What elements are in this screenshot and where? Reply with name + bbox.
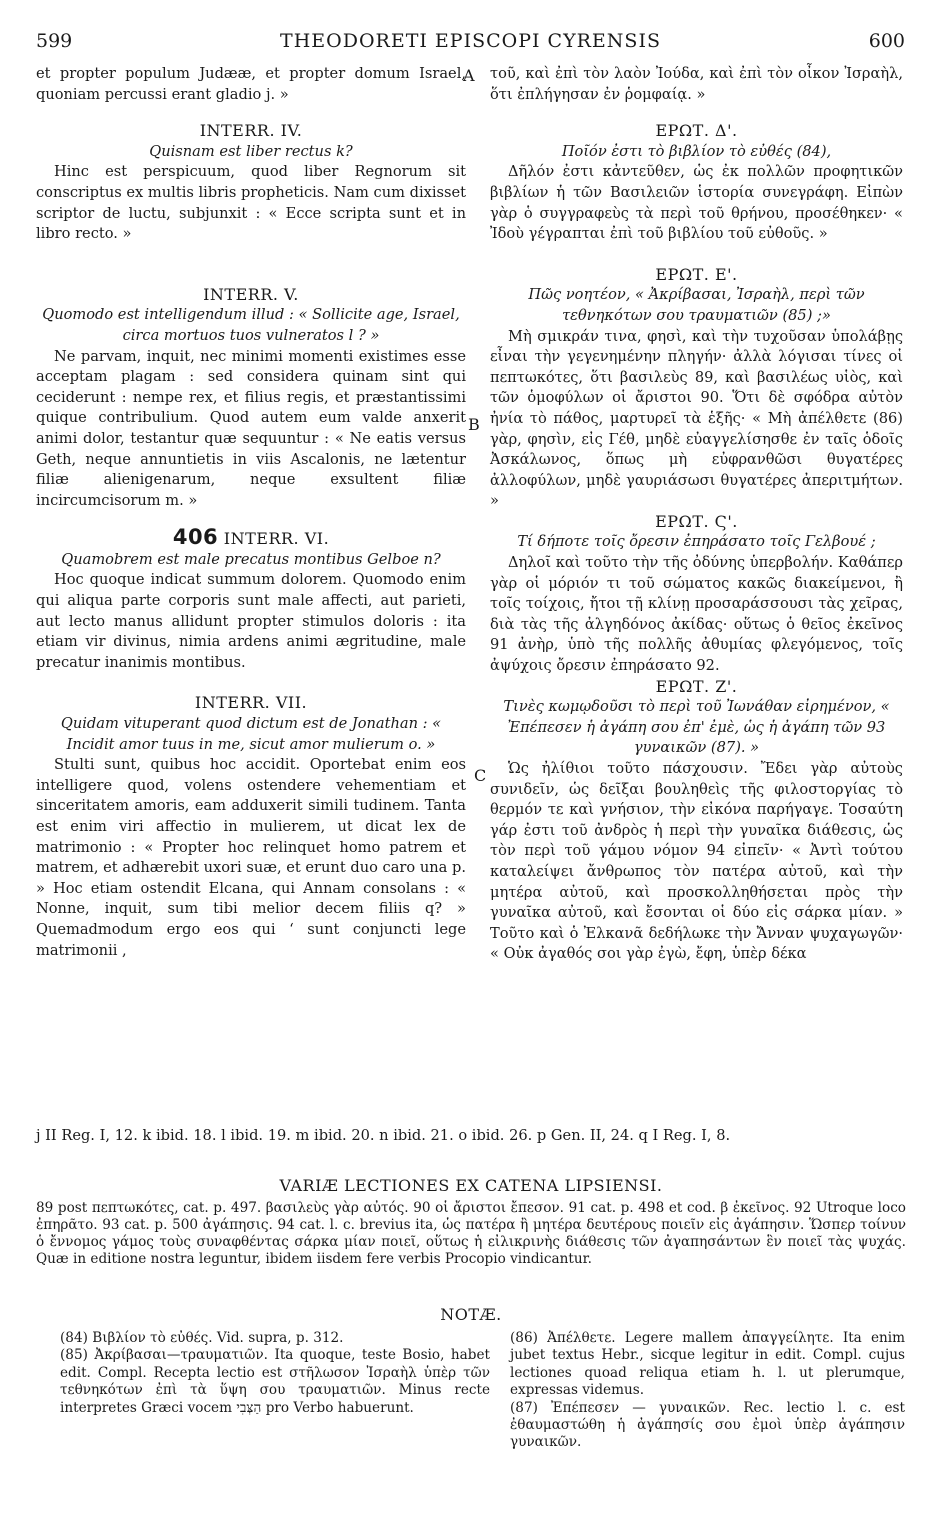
latin-column bbox=[36, 64, 466, 961]
greek-question: Ποῖόν ἐστι τὸ βιβλίον τὸ εὐθές (84), bbox=[561, 142, 832, 160]
latin-question: Quisnam est liber rectus k? bbox=[149, 142, 353, 160]
greek-question: Τί δήποτε τοῖς ὄρεσιν ἐπηράσατο τοῖς Γελβουέ ; bbox=[517, 533, 876, 551]
note: (86) Ἀπέλθετε. Legere mallem ἀπαγγείλητε. Ita enim jubet textus Hebr., sicque legitur in edit. Compl. cujus lectiones quoad reliqua etiam h. l. ut plerumque, expressas videmus. bbox=[510, 1330, 905, 1399]
variae-text: 89 post πεπτωκότες, cat. p. 497. βασιλεὺς γὰρ αὐτός. 90 οἱ ἄριστοι ἔπεσον. 91 cat. p. 498 et cod. β ἐκεῖνος. 92 Utroque loco ἐπηρᾶτο. 93 cat. p. 500 ἀγάπησις. 94 cat. l. c. brevius ita, ὡς πατέρα ἢ μητέρα δευτέρους ποιεῖν εἰς ἀγάπησιν. Ὥσπερ τοίνυν ὁ ἔννομος γάμος τοὺς συναφθέντας σάρκα μίαν ποιεῖ, οὕτως ἡ εἰλικρινὴς διάθεσις τῶν ἀγαπησάντων ἓν ποιεῖ τὰς ψυχάς. Quæ in editione nostra leguntur, ibidem iisdem fere verbis Procopio vindicantur. bbox=[36, 1200, 906, 1267]
greek-question: Πῶς νοητέον, « Ἀκρίβασαι, Ἰσραὴλ, περὶ τῶν τεθνηκότων σου τραυματιῶν (85) ;» bbox=[528, 286, 865, 324]
greek-heading: ΕΡΩΤ. Ε'. bbox=[655, 264, 738, 284]
margin-mark-c: C bbox=[474, 766, 487, 785]
note: (87) Ἐπέπεσεν — γυναικῶν. Rec. lectio l. c. est ἐθαυμαστώθη ἡ ἀγάπησίς σου ἐμοὶ ὑπὲρ ἀγάπησιν γυναικῶν. bbox=[510, 1399, 905, 1451]
greek-question: Τινὲς κωμῳδοῦσι τὸ περὶ τοῦ Ἰωνάθαν εἰρημένον, « Ἐπέπεσεν ἡ ἀγάπη σου ἐπ' ἐμὲ, ὡς ἡ ἀγάπη τῶν 93 γυναικῶν (87). » bbox=[503, 698, 890, 757]
greek-text: τοῦ, καὶ ἐπὶ τὸν λαὸν Ἰούδα, καὶ ἐπὶ τὸν οἶκον Ἰσραὴλ, ὅτι ἐπλήγησαν ἐν ῥομφαίᾳ. » bbox=[490, 65, 903, 103]
notes-right-column bbox=[510, 1330, 905, 1452]
note: (85) Ἀκρίβασαι—τραυματιῶν. Ita quoque, teste Bosio, habet edit. Compl. Recepta lectio est στῆλωσον Ἰσραὴλ ὑπὲρ τῶν τεθνηκότων ἐπὶ τὰ ὕψη σου τραυματιῶν. Minus recte interpretes Græci vocem הַצְּבִי pro Verbo habuerunt. bbox=[60, 1347, 490, 1416]
running-header bbox=[36, 30, 905, 60]
latin-text: Ne parvam, inquit, nec minimi momenti existimes esse acceptam plagam : sed considera quinam sint qui ceciderunt : nempe rex, et filius regis, et præstantissimi quique contribulium. Quod autem eum valde anxerit animi dolor, testantur quæ sequuntur : « Ne eatis versus Geth, neque annuntietis in viis Ascalonis, ne lætentur filiæ alienigenarum, neque exsultent filiæ incircumcisorum m. » bbox=[36, 347, 466, 509]
latin-heading-406 bbox=[36, 527, 466, 550]
variae-heading: VARIÆ LECTIONES EX CATENA LIPSIENSI. bbox=[279, 1176, 663, 1195]
greek-heading: ΕΡΩΤ. Ϛ'. bbox=[655, 511, 738, 531]
greek-column bbox=[490, 64, 903, 965]
greek-text: Ὡς ἠλίθιοι τοῦτο πάσχουσιν. Ἔδει γὰρ αὐτοὺς συνιδεῖν, ὡς δεῖξαι βουληθεὶς τῆς φιλοστοργίας τὸ θερμόν τε καὶ γνήσιον, τὴν εἰκόνα παρήγαγε. Τοσαύτη γάρ ἐστι τοῦ ἀνδρὸς ἡ περὶ τὴν γυναῖκα διάθεσις, ὡς τὸν περὶ τοῦ γάμου νόμον 94 εἰπεῖν· « Ἀντὶ τούτου καταλείψει ἄνθρωπος τὸν πατέρα αὐτοῦ, καὶ τὴν μητέρα αὐτοῦ, καὶ προσκολληθήσεται πρὸς τὴν γυναῖκα αὐτοῦ, καὶ ἔσονται οἱ δύο εἰς σάρκα μίαν. » Τοῦτο καὶ ὁ Ἐλκανᾶ δεδήλωκε τὴν Ἄνναν ψυχαγωγῶν· « Οὐκ ἀγαθός σοι γὰρ ἐγὼ, ἔφη, ὑπὲρ δέκα bbox=[490, 760, 903, 963]
latin-text: Hoc quoque indicat summum dolorem. Quomodo enim qui aliqua parte corporis sunt male affecti, aut parieti, aut lecto manus allidunt propter stimulos doloris : ita etiam vir divinus, nimia ardens animi ægritudine, male precatur inanimis montibus. bbox=[36, 571, 466, 671]
latin-heading: INTERR. IV. bbox=[199, 121, 303, 141]
left-page-number: 599 bbox=[36, 30, 73, 52]
margin-mark-a: A bbox=[463, 66, 475, 85]
margin-mark-b: B bbox=[468, 415, 480, 434]
note: (84) Βιβλίον τὸ εὐθές. Vid. supra, p. 312. bbox=[60, 1330, 344, 1346]
latin-heading: INTERR. VII. bbox=[194, 693, 308, 713]
greek-text: Μὴ σμικράν τινα, φησὶ, καὶ τὴν τυχοῦσαν ὑπολάβῃς εἶναι τὴν γεγενημένην πληγήν· ἀλλὰ λόγισαι τίνες οἱ πεπτωκότες, ὅτι βασιλεὺς 89, καὶ βασιλέως υἱὸς, καὶ τῶν ὁμοφύλων οἱ ἄριστοι 90. Ὅτι δὲ σφόδρα αὐτὸν ἠνία τὸ πάθος, μαρτυρεῖ τὰ ἑξῆς· « Μὴ ἀπέλθετε (86) γὰρ, φησὶν, εἰς Γέθ, μηδὲ εὐαγγελίσησθε ἐν ταῖς ὁδοῖς Ἀσκάλωνος, ὅπως μὴ εὐφρανθῶσι θυγατέρες ἀλλοφύλων, μηδὲ γαυριάσωσι θυγατέρες ἀπεριτμήτων. » bbox=[490, 327, 903, 510]
latin-text: et propter populum Judææ, et propter domum Israel, quoniam percussi erant gladio j. » bbox=[36, 65, 466, 103]
latin-question: Quomodo est intelligendum illud : « Sollicite age, Israel, circa mortuos tuos vulneratos l ? » bbox=[42, 306, 460, 344]
column-number: 406 bbox=[172, 525, 219, 550]
scripture-references: j II Reg. I, 12. k ibid. 18. l ibid. 19. m ibid. 20. n ibid. 21. o ibid. 26. p Gen. II, 24. q I Reg. I, 8. bbox=[36, 1127, 731, 1144]
greek-heading: ΕΡΩΤ. Δ'. bbox=[655, 121, 738, 141]
latin-heading: INTERR. V. bbox=[203, 284, 299, 304]
right-page-number: 600 bbox=[868, 30, 905, 52]
latin-text: Hinc est perspicuum, quod liber Regnorum sit conscriptus ex multis libris propheticis. Nam cum dixisset scriptor de luctu, subjunxit : « Ecce scripta sunt et in libro recto. » bbox=[36, 163, 466, 243]
notes-left-column bbox=[60, 1330, 490, 1417]
heading-text: INTERR. VI. bbox=[223, 529, 330, 549]
latin-question: Quamobrem est male precatus montibus Gelboe n? bbox=[61, 550, 441, 568]
latin-text: Stulti sunt, quibus hoc accidit. Oportebat enim eos intelligere quod, volens ostendere vehementiam et sinceritatem amoris, eam adduxerit simili tudinem. Tanta est enim viri affectio in mulierem, ut dicat lex de matrimonio : « Propter hoc relinquet homo patrem et matrem, et adhærebit uxori suæ, et erunt duo caro una p. » Hoc etiam ostendit Elcana, qui Annam consolans : « Nonne, inquit, sum tibi melior decem filiis q? » Quemadmodum ergo eos qui ‘ sunt conjuncti lege matrimonii , bbox=[36, 756, 466, 959]
running-title: THEODORETI EPISCOPI CYRENSIS bbox=[280, 30, 661, 52]
greek-heading: ΕΡΩΤ. Ζ'. bbox=[655, 676, 738, 696]
notae-heading: NOTÆ. bbox=[440, 1305, 502, 1324]
latin-question: Quidam vituperant quod dictum est de Jonathan : « Incidit amor tuus in me, sicut amor mulierum o. » bbox=[60, 715, 442, 753]
greek-text: Δῆλόν ἐστι κἀντεῦθεν, ὡς ἐκ πολλῶν προφητικῶν βιβλίων ἡ τῶν Βασιλειῶν ἱστορία συνεγράφη. Εἰπὼν γὰρ ὁ συγγραφεὺς τὰ περὶ τοῦ θρήνου, προσέθηκεν· « Ἰδοὺ γέγραπται ἐπὶ τοῦ βιβλίου τοῦ εὐθοῦς. » bbox=[490, 163, 903, 243]
greek-text: Δηλοῖ καὶ τοῦτο τὴν τῆς ὀδύνης ὑπερβολήν. Καθάπερ γὰρ οἱ μόριόν τι τοῦ σώματος κακῶς διακείμενοι, ἢ τοῖς τοίχοις, ἤτοι τῇ κλίνῃ προσαράσσουσι τὰς χεῖρας, διὰ τὰς τῆς ἀλγηδόνος ἀκίδας· οὕτως ὁ θεῖος ἐκεῖνος 91 ἀνὴρ, ὑπὸ τῆς πολλῆς ἀθυμίας φλεγόμενος, τοῖς ἀψύχοις ὄρεσιν ἐπηράσατο 92. bbox=[490, 554, 903, 675]
